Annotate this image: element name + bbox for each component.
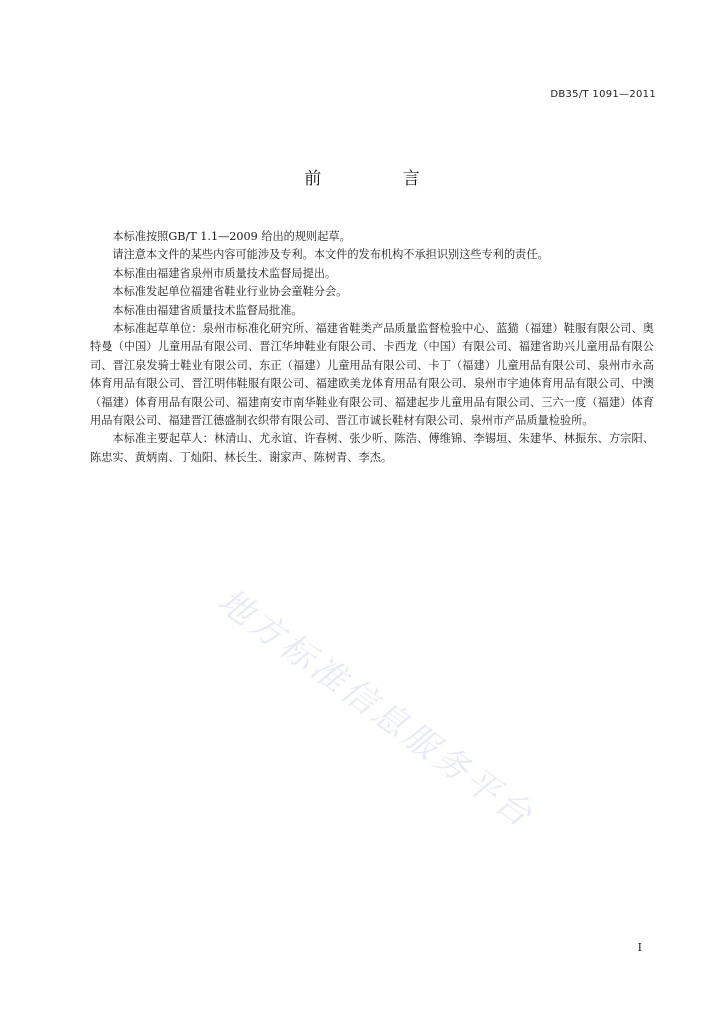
paragraph-initiator: 本标准发起单位福建省鞋业行业协会童鞋分会。 (112, 285, 348, 299)
paragraph-patent-notice: 请注意本文件的某些内容可能涉及专利。本文件的发布机构不承担识别这些专利的责任。 (112, 248, 549, 262)
paragraph-drafting-rules: 本标准按照GB/T 1.1—2009 给出的规则起草。 (112, 230, 351, 243)
paragraph-proposer: 本标准由福建省泉州市质量技术监督局提出。 (112, 266, 337, 280)
document-body (90, 228, 654, 467)
watermark: 地方标准信息服务平台 (210, 580, 542, 837)
paragraph-approver: 本标准由福建省质量技术监督局批准。 (112, 303, 303, 317)
paragraph-drafting-units: 本标准起草单位：泉州市标准化研究所、福建省鞋类产品质量监督检验中心、蓝猫（福建）鞋服有限公司、奥特曼（中国）儿童用品有限公司、晋江华坤鞋业有限公司、卡西龙（中国）有限公司、福建省助兴儿童用品有限公司、晋江泉发骑士鞋业有限公司、东正（福建）儿童用品有限公司、卡丁（福建）儿童用品有限公司、泉州市永高体育用品有限公司、晋江明伟鞋服有限公司、福建欧美龙体育用品有限公司、泉州市宇迪体育用品有限公司、中澳（福建）体育用品有限公司、福建南安市南华鞋业有限公司、福建起步儿童用品有限公司、三六一度（福建）体育用品有限公司、福建晋江德盛制衣织带有限公司、晋江市诚长鞋材有限公司、泉州市产品质量检验所。 (90, 322, 654, 428)
page-number: I (637, 941, 642, 954)
paragraph-drafters: 本标准主要起草人：林清山、尤永谊、许春树、张少听、陈浩、傅维锦、李锡垣、朱建华、林振东、方宗阳、陈忠实、黄炳南、丁灿阳、林长生、谢家声、陈树青、李杰。 (90, 432, 654, 464)
page-title: 前 言 (304, 169, 458, 189)
standard-code: DB35/T 1091—2011 (550, 89, 656, 100)
